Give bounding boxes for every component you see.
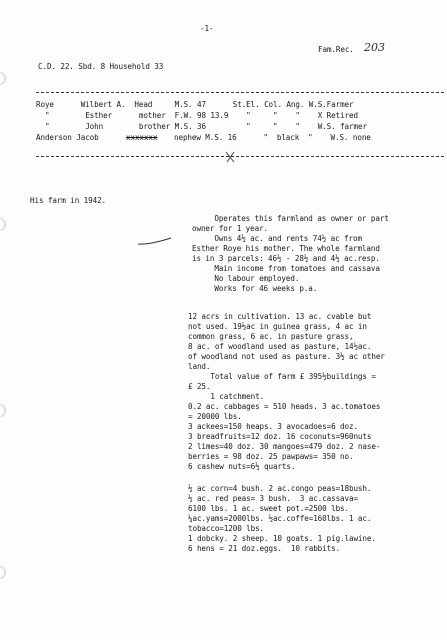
text-line: 6 hens = 21 doz.eggs. 10 rabbits. <box>188 544 341 553</box>
punch-hole <box>0 566 6 579</box>
divider-mark <box>224 150 236 164</box>
text-line: £ 25. <box>188 382 211 391</box>
handwritten-tick-mark <box>137 236 173 246</box>
text-line: 6 cashew nuts=6½ quarts. <box>188 462 296 471</box>
text-line: 0.2 ac. cabbages = 510 heads. 3 ac.tomatoes <box>188 402 381 411</box>
text-line: No labour employed. <box>192 274 300 283</box>
text-line: 2 limes=40 doz. 30 mangoes=479 doz. 2 nase- <box>188 442 381 451</box>
text-line: is in 3 parcels: 46½ - 28½ and 4½ ac.resp. <box>192 254 380 263</box>
text-line: not used. 19½ac in guinea grass, 4 ac in <box>188 322 367 331</box>
household-row: " Esther mother F.W. 98 13.9 " " " X Retired <box>36 111 358 120</box>
text-line: Works for 46 weeks p.a. <box>192 284 318 293</box>
text-line: 1 catchment. <box>188 392 265 401</box>
household-row: Roye Wilbert A. Head M.S. 47 St.El. Col. Ang. W.S.Farmer <box>36 100 354 109</box>
text-line: ¼ac.yams=2000lbs. ½ac.coffe=160lbs. 1 ac. <box>188 514 372 523</box>
text-line: Esther Roye his mother. The whole farmland <box>192 244 380 253</box>
punch-hole <box>0 218 6 231</box>
text-line: Total value of farm £ 395½buildings = <box>188 372 376 381</box>
cd-line: C.D. 22. Sbd. 8 Household 33 <box>38 62 164 71</box>
text-line: 3 breadfruits=12 doz. 16 coconuts=960nuts <box>188 432 372 441</box>
text-line: tobacco=1200 lbs. <box>188 524 265 533</box>
household-row-name: Anderson Jacob <box>36 133 108 142</box>
text-line: ½ ac corn=4 bush. 2 ac.congo peas=18bush. <box>188 484 372 493</box>
text-line: land. <box>188 362 211 371</box>
page-number: -1- <box>200 24 214 33</box>
household-row: " John brother M.S. 36 " " " W.S. farmer <box>36 122 367 131</box>
text-line: common grass, 6 ac. in pasture grass, <box>188 332 354 341</box>
text-line: Main income from tomatoes and cassava <box>192 264 380 273</box>
fam-rec-label: Fam.Rec. <box>318 45 354 54</box>
divider-top <box>36 92 444 93</box>
divider-bottom <box>36 156 444 157</box>
text-line: ½ ac. red peas= 3 bush. 3 ac.cassava= <box>188 494 358 503</box>
section-title: His farm in 1942. <box>30 196 107 205</box>
text-line: 1 dobcky. 2 sheep. 10 goats. 1 pig.lawine. <box>188 534 376 543</box>
text-line: berries = 98 doz. 25 pawpaws= 350 no. <box>188 452 354 461</box>
text-line: Operates this farmland as owner or part <box>192 214 389 223</box>
struck-word: xxxxxxx <box>126 133 158 142</box>
text-line: Owns 4½ ac. and rents 74½ ac from <box>192 234 362 243</box>
punch-hole <box>0 72 6 85</box>
punch-hole <box>0 404 6 417</box>
fam-rec-number: 203 <box>364 41 385 54</box>
text-line: 3 ackees=150 heaps. 3 avocadoes=6 doz. <box>188 422 358 431</box>
text-line: owner for 1 year. <box>192 224 269 233</box>
text-line: 6100 lbs. 1 ac. sweet pot.=2500 lbs. <box>188 504 349 513</box>
text-line: 12 acrs in cultivation. 13 ac. cvable but <box>188 312 372 321</box>
household-row: nephew M.S. 16 " black " W.S. none <box>174 133 371 142</box>
text-line: of woodland not used as pasture. 3½ ac other <box>188 352 385 361</box>
text-line: 8 ac. of woodland used as pasture, 14½ac. <box>188 342 372 351</box>
text-line: = 20000 lbs. <box>188 412 242 421</box>
